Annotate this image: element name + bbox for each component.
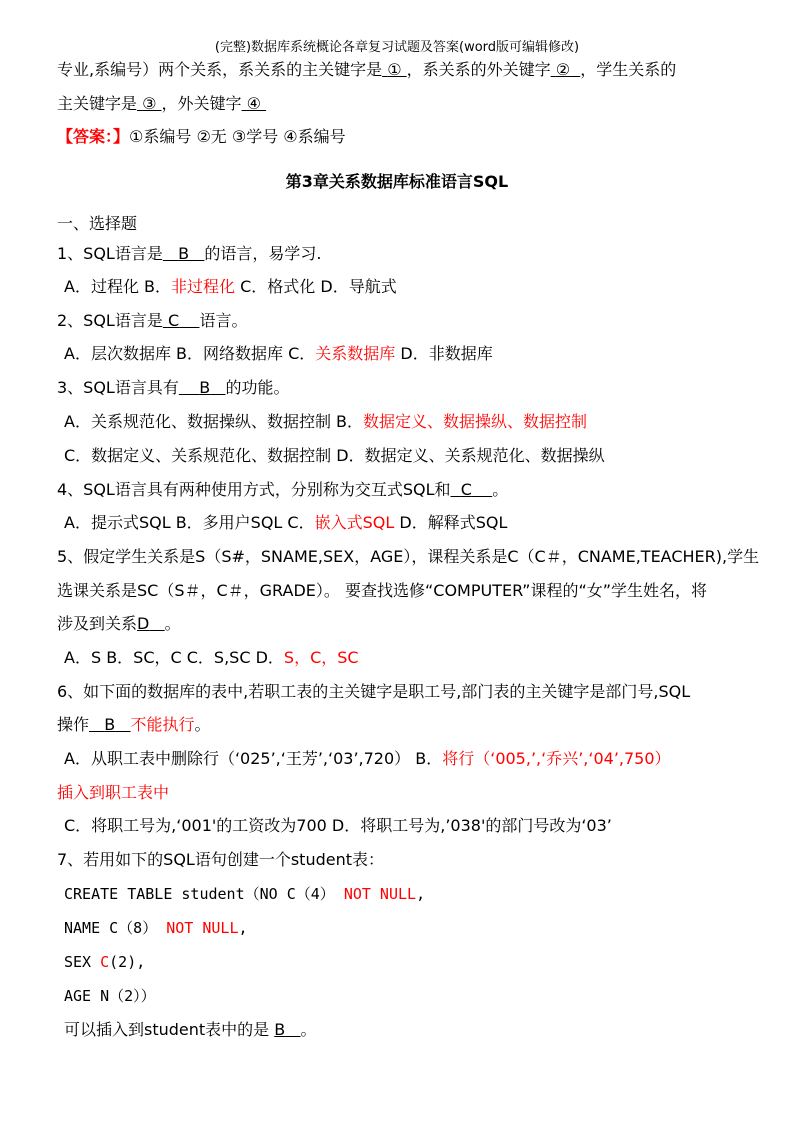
question-5: 选课关系是SC（S＃，C＃，GRADE）。 要查找选修“COMPUTER”课程的“女”学生姓名，将 — [57, 581, 708, 600]
question-1: 1、SQL语言是 B 的语言，易学习. — [57, 244, 322, 263]
answer-blank: B — [274, 1020, 286, 1039]
answer-text: ①系编号 ②无 ③学号 ④系编号 — [129, 127, 346, 146]
text: ，外关键字 — [161, 94, 242, 113]
answer-blank: C — [460, 480, 472, 499]
text-line — [57, 60, 676, 80]
question-3: 3、SQL语言具有 B 的功能。 — [57, 378, 290, 397]
question-5: 5、假定学生关系是S（S#，SNAME,SEX，AGE），课程关系是C（C＃，CNAME,TEACHER),学生 — [57, 547, 760, 566]
chapter-title: 第3章关系数据库标准语言SQL — [285, 172, 509, 191]
blank: ③ — [142, 94, 157, 113]
sql-code-line: NAME C（8） NOT NULL, — [64, 919, 248, 937]
question-1-options: A．过程化 B．非过程化 C．格式化 D．导航式 — [64, 277, 397, 296]
answer-line — [57, 127, 346, 147]
blank: ① — [387, 60, 402, 79]
sql-code-line: SEX C(2), — [64, 953, 146, 971]
question-6: 操作 B 不能执行。 — [57, 715, 211, 734]
question-6: 6、如下面的数据库的表中,若职工表的主关键字是职工号,部门表的主关键字是部门号,SQL — [57, 682, 691, 701]
answer-blank: D — [137, 614, 150, 633]
blank: ② — [555, 60, 571, 79]
text: 主关键字是 — [57, 94, 138, 113]
answer-blank: C — [167, 311, 180, 330]
page-header: (完整)数据库系统概论各章复习试题及答案(word版可编辑修改) — [214, 40, 580, 55]
question-5: 涉及到关系D 。 — [57, 614, 181, 633]
question-4: 4、SQL语言具有两种使用方式，分别称为交互式SQL和 C 。 — [57, 480, 509, 499]
text-line — [57, 94, 266, 114]
question-5-options: A．S B．SC，C C．S,SC D．S，C，SC — [64, 648, 359, 667]
text: ，系关系的外关键字 — [406, 60, 551, 79]
question-3-options: A．关系规范化、数据操纵、数据控制 B．数据定义、数据操纵、数据控制 — [64, 412, 588, 431]
answer-label: 【答案：】 — [57, 127, 130, 146]
sql-code-line: AGE N（2）） — [64, 987, 156, 1005]
answer-blank: B — [178, 244, 190, 263]
question-7: 可以插入到student表中的是 B 。 — [64, 1020, 317, 1039]
question-6-options: C．将职工号为,‘001'的工资改为700 D．将职工号为,’038'的部门号改为‘03’ — [64, 816, 612, 835]
section-heading: 一、选择题 — [57, 214, 138, 233]
blank: ④ — [246, 94, 261, 113]
question-7: 7、若用如下的SQL语句创建一个student表： — [57, 850, 385, 869]
text: 专业,系编号）两个关系，系关系的主关键字是 — [57, 60, 383, 79]
question-2: 2、SQL语言是 C 语言。 — [57, 311, 248, 330]
question-2-options: A．层次数据库 B．网络数据库 C．关系数据库 D．非数据库 — [64, 344, 493, 363]
answer-blank: B — [199, 378, 211, 397]
text: ，学生关系的 — [580, 60, 677, 79]
question-6-options: A．从职工表中删除行（‘025’,‘王芳’,‘03’,720） B．将行（‘005,’,‘乔兴’,‘04’,750） — [64, 749, 671, 768]
question-6-options: 插入到职工表中 — [57, 783, 170, 802]
question-4-options: A．提示式SQL B．多用户SQL C．嵌入式SQL D．解释式SQL — [64, 513, 508, 532]
sql-code-line: CREATE TABLE student（NO C（4） NOT NULL, — [64, 885, 426, 903]
question-3-options: C．数据定义、关系规范化、数据控制 D．数据定义、关系规范化、数据操纵 — [64, 446, 605, 465]
answer-blank: B — [104, 715, 116, 734]
